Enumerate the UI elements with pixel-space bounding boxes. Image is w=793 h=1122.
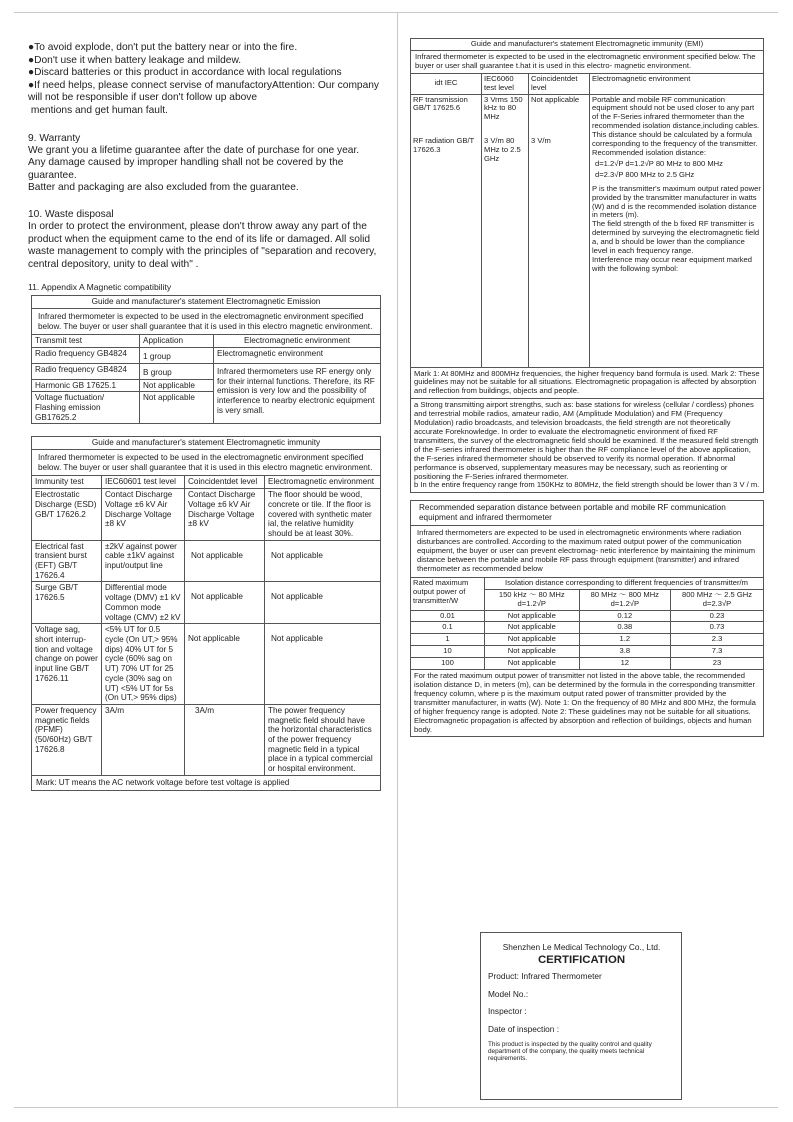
coincident-cell: Not applicable — [185, 582, 265, 624]
table-row — [411, 622, 764, 634]
warranty-heading: 9. Warranty — [28, 132, 81, 144]
environment-cell: Not applicable — [265, 624, 381, 705]
col-header: Rated maximum output power of transmitter/W — [411, 577, 485, 610]
formula: d=2.3√P 800 MHz to 2.5 GHz — [595, 169, 695, 179]
application-cell: Not applicable — [140, 379, 214, 392]
emi-environment-cell — [590, 94, 764, 367]
immunity-caption: Guide and manufacturer's statement Electromagnetic immunity — [32, 437, 381, 450]
col-header: IEC6060 test level — [482, 73, 529, 94]
waste-text: In order to protect the environment, please don't throw away any part of the product when the equipment came to the end of its life or damaged. All solid waste management to comply with the principles of "separation and recovery, central depository, unity to deal with" . — [28, 220, 377, 270]
table-row — [411, 94, 764, 136]
power-cell: 10 — [411, 646, 485, 658]
distance-cell: 23 — [671, 658, 764, 670]
warranty-line: Any damage caused by improper handling shall not be covered by the guarantee. — [28, 157, 344, 181]
left-page — [28, 42, 384, 791]
environment-cell: The power frequency magnetic field should have the horizontal characteristics of the power frequency magnetic field in a typical place in a typical commercial or hospital environment. — [265, 704, 381, 775]
env-text: The field strength of the b fixed RF transmitter is determined by surveying the electromagnetic field a, and b should be lower than the compliance level in each frequency range. — [592, 219, 760, 256]
separation-intro: Infrared thermometers are expected to be used in electromagnetic environments where radiation disturbances are controlled. According to the maximum rated output power of the communication equipment, the buyer or user can prevent electromag- netic interference by maintaining the minimum distance between the portable and mobile RF pass through equipment (transmitter) and infrared thermometer as recommended below — [411, 526, 764, 578]
coincident-cell: Not applicable — [185, 624, 265, 705]
emission-caption: Guide and manufacturer's statement Electromagnetic Emission — [32, 296, 381, 309]
test-cell: Electrical fast transient burst (EFT) GB/T 17626.4 — [32, 540, 102, 582]
power-cell: 0.1 — [411, 622, 485, 634]
level-cell: Differential mode voltage (DMV) ±1 kV Common mode voltage (CMV) ±2 kV — [102, 582, 185, 624]
application-cell: 1 group — [140, 348, 214, 364]
immunity-mark: Mark: UT means the AC network voltage before test voltage is applied — [32, 775, 381, 790]
table-row — [32, 540, 381, 582]
col-header: Electromagnetic environment — [265, 476, 381, 489]
separation-caption: Recommended separation distance between portable and mobile RF communication equipment and infrared thermometer — [411, 501, 764, 526]
emi-table — [410, 38, 764, 493]
table-row — [411, 646, 764, 658]
warranty-line: We grant you a lifetime guarantee after the date of purchase for one year. — [28, 144, 360, 156]
distance-cell: Not applicable — [485, 634, 580, 646]
application-cell: Not applicable — [140, 392, 214, 424]
table-row — [411, 658, 764, 670]
test-cell: Harmonic GB 17625.1 — [32, 379, 140, 392]
separation-footer: For the rated maximum output power of transmitter not listed in the above table, the recommended isolation distance D, in meters (m), can be determined by the formula in the corresponding transmitter frequency column, where p is the maximum output rated power of transmitter provided by the transmitter manufacturer, in watts (W). Note 1: On the frequency of 80 MHz and 800 MHz, the formula of higher frequency range is adopted. Note 2: These guidelines may not be suitable for all situations. Electromagnetic propagation is affected by absorption and reflection of buildings, objects and human body. — [411, 670, 764, 737]
test-cell: Voltage fluctuation/ Flashing emission GB17625.2 — [32, 392, 140, 424]
environment-cell: The floor should be wood, concrete or tile. If the floor is covered with synthetic mater ial, the relative humidity should be at least 30%. — [265, 489, 381, 541]
col-header: IEC60601 test level — [102, 476, 185, 489]
appendix-title: 11. Appendix A Magnetic compatibility — [28, 282, 172, 293]
test-cell: Voltage sag, short interrup- tion and voltage change on power input line GB/T 17626.11 — [32, 624, 102, 705]
battery-warnings — [28, 42, 384, 118]
sub-header-range: 800 MHz ～ 2.5 GHz — [681, 589, 753, 599]
note-a: a Strong transmitting airport strengths, such as: base stations for wireless (cellular / cordless) phones and terrestrial mobile radios, amateur radio, AM (Amplitude Modulation) and FM (Frequency Modulation) radio broadcasts, and television broadcasts, the field strength are not theoretically accurate Foreknowledge. In order to evaluate the electromagnetic environment of fixed RF transmitters, the survey of the electromagnetic field should be examined. If the measured field strength of the F-series infrared thermometer is higher than the RF compliance level of the above application, the F-series infrared thermometer should be observed to verify its normal operation. If abnormal performance is observed, supplementary measures may be necessary, such as reorienting or positioning the F-Series infrared thermometer. — [414, 400, 759, 481]
test-cell: RF transmission GB/T 17625.6 — [411, 94, 482, 136]
level-cell: 3 V/m 80 MHz to 2.5 GHz — [482, 136, 529, 367]
bullet-item: mentions and get human fault. — [28, 104, 168, 116]
emission-intro: Infrared thermometer is expected to be used in the electromagnetic environment specified below. The buyer or user shall guarantee that it is used in this electro magnetic environment. — [32, 309, 381, 335]
inspector-line: Inspector : — [488, 1006, 527, 1016]
col-header: Electromagnetic environment — [590, 73, 764, 94]
table-row — [32, 363, 381, 379]
sub-header-range: 80 MHz ～ 800 MHz — [590, 589, 659, 599]
immunity-intro: Infrared thermometer is expected to be used in the electromagnetic environment specified below. The buyer or user shall guarantee that it is used in this electro magnetic environment. — [32, 450, 381, 476]
environment-merged-cell: Infrared thermometers use RF energy only for their internal functions. Therefore, its RF emission is very low and the possibility of interference to nearby electronic equipment is very small. — [214, 363, 381, 424]
certification-card — [480, 932, 682, 1100]
col-header: Application — [140, 335, 214, 348]
coincident-cell: Contact Discharge Voltage ±6 kV Air Discharge Voltage ±8 kV — [185, 489, 265, 541]
env-text: Portable and mobile RF communication equipment should not be used closer to any part of the F-Series infrared thermometer than the recommended isolation distance,including cables. This distance should be calculated by a formula corresponding to the frequency of the transmitter. — [592, 94, 760, 149]
level-cell: 3A/m — [102, 704, 185, 775]
sub-header-formula: d=1.2√P — [517, 598, 546, 608]
sub-header — [671, 589, 764, 610]
col-header: Coincidentdet level — [185, 476, 265, 489]
col-header: Immunity test — [32, 476, 102, 489]
formula: d=1.2√P d=1.2√P 80 MHz to 800 MHz — [595, 158, 723, 168]
col-header: Transmit test — [32, 335, 140, 348]
distance-cell: Not applicable — [485, 658, 580, 670]
sub-header — [579, 589, 670, 610]
level-cell: <5% UT for 0.5 cycle (On UT,> 95% dips) 40% UT for 5 cycle (60% sag on UT) 70% UT for 25 cycle (30% sag on UT) <5% UT for 5s (On UT,> 95% dips) — [102, 624, 185, 705]
waste-section — [28, 208, 384, 271]
env-text: P is the transmitter's maximum output rated power provided by the transmitter manufacturer in watts (W) and d is the recommended isolation distance in meters (m). — [592, 183, 761, 220]
test-cell: RF radiation GB/T 17626.3 — [411, 136, 482, 367]
sub-header — [485, 589, 580, 610]
warranty-line: Batter and packaging are also excluded from the guarantee. — [28, 182, 299, 194]
table-row — [32, 624, 381, 705]
emi-intro: Infrared thermometer is expected to be used in the electromagnetic environment specified below. The buyer or user shall guarantee t.hat it is used in this electro- magnetic environment. — [411, 50, 764, 73]
distance-cell: 1.2 — [579, 634, 670, 646]
model-line: Model No.: — [488, 988, 529, 999]
distance-cell: 3.8 — [579, 646, 670, 658]
env-text: Interference may occur near equipment marked with the following symbol: — [592, 254, 752, 273]
table-row — [411, 610, 764, 622]
distance-cell: Not applicable — [485, 622, 580, 634]
bottom-rule — [14, 1107, 778, 1108]
bullet-item: ●Don't use it when battery leakage and mildew. — [28, 54, 242, 66]
level-cell: ±2kV against power cable ±1kV against input/output line — [102, 540, 185, 582]
table-row — [32, 489, 381, 541]
top-rule — [14, 12, 778, 13]
distance-cell: Not applicable — [485, 646, 580, 658]
group-header: Isolation distance corresponding to different frequencies of transmitter/m — [485, 577, 764, 589]
power-cell: 100 — [411, 658, 485, 670]
test-cell: Surge GB/T 17626.5 — [32, 582, 102, 624]
distance-cell: 0.12 — [579, 610, 670, 622]
sub-header-formula: d=2.3√P — [702, 598, 732, 608]
level-cell: 3 Vrms 150 kHz to 80 MHz — [482, 94, 529, 136]
environment-cell: Not applicable — [265, 540, 381, 582]
env-text: Recommended isolation distance: — [592, 147, 706, 157]
note-b: b In the entire frequency range from 150KHz to 80MHz, the field strength should be lower than 3 V / m. — [414, 480, 760, 490]
environment-cell: Not applicable — [265, 582, 381, 624]
table-row — [32, 348, 381, 364]
emi-notes — [411, 399, 764, 493]
table-row — [32, 704, 381, 775]
table-row — [411, 634, 764, 646]
page-fold-divider — [397, 12, 398, 1107]
emi-caption: Guide and manufacturer's statement Electromagnetic immunity (EMI) — [411, 39, 764, 51]
bullet-item: ●To avoid explode, don't put the battery near or into the fire. — [28, 42, 298, 53]
right-page — [410, 38, 764, 737]
test-cell: Radio frequency GB4824 — [32, 348, 140, 364]
distance-cell: 0.73 — [671, 622, 764, 634]
certification-footnote: This product is inspected by the quality control and quality department of the company, the quality meets technical requirements. — [488, 1041, 652, 1063]
distance-cell: 0.38 — [579, 622, 670, 634]
environment-cell: Electromagnetic environment — [214, 348, 381, 364]
emission-table — [31, 295, 381, 424]
distance-cell: 7.3 — [671, 646, 764, 658]
sub-header-range: 150 kHz ～ 80 MHz — [498, 589, 565, 599]
distance-cell: 0.23 — [671, 610, 764, 622]
power-cell: 1 — [411, 634, 485, 646]
date-line: Date of inspection : — [488, 1023, 560, 1034]
sub-header-formula: d=1.2√P — [610, 598, 640, 608]
coincident-cell: 3 V/m — [529, 136, 590, 367]
coincident-cell: Not applicable — [185, 540, 265, 582]
test-cell: Radio frequency GB4824 — [32, 363, 140, 379]
company-name: Shenzhen Le Medical Technology Co., Ltd. — [502, 942, 661, 952]
power-cell: 0.01 — [411, 610, 485, 622]
coincident-cell: 3A/m — [185, 704, 265, 775]
product-line: Product: Infrared Thermometer — [488, 971, 602, 981]
level-cell: Contact Discharge Voltage ±6 kV Air Discharge Voltage ±8 kV — [102, 489, 185, 541]
certification-title: CERTIFICATION — [537, 954, 626, 966]
coincident-cell: Not applicable — [529, 94, 590, 136]
distance-cell: 12 — [579, 658, 670, 670]
test-cell: Electrostatic Discharge (ESD) GB/T 17626.2 — [32, 489, 102, 541]
emi-marks: Mark 1: At 80MHz and 800MHz frequencies, the higher frequency band formula is used. Mark 2: These guidelines may not be suitable for all situations. Electromagnetic propagation is affected by absorption and reflection from buildings, objects and people. — [411, 367, 764, 399]
bullet-item: ●If need helps, please connect servise of manufactoryAttention: Our company will not be responsible if user don't follow up above — [28, 79, 380, 104]
application-cell: B group — [140, 363, 214, 379]
col-header: idt IEC — [411, 73, 482, 94]
immunity-table — [31, 436, 381, 790]
bullet-item: ●Discard batteries or this product in accordance with local regulations — [28, 67, 342, 79]
warranty-section — [28, 132, 384, 195]
separation-table — [410, 500, 764, 737]
distance-cell: 2.3 — [671, 634, 764, 646]
col-header: Electromagnetic environment — [214, 335, 381, 348]
table-row — [32, 582, 381, 624]
distance-cell: Not applicable — [485, 610, 580, 622]
col-header: Coincidentdet level — [529, 73, 590, 94]
test-cell: Power frequency magnetic fields (PFMF) (50/60Hz) GB/T 17626.8 — [32, 704, 102, 775]
waste-heading: 10. Waste disposal — [28, 208, 114, 220]
